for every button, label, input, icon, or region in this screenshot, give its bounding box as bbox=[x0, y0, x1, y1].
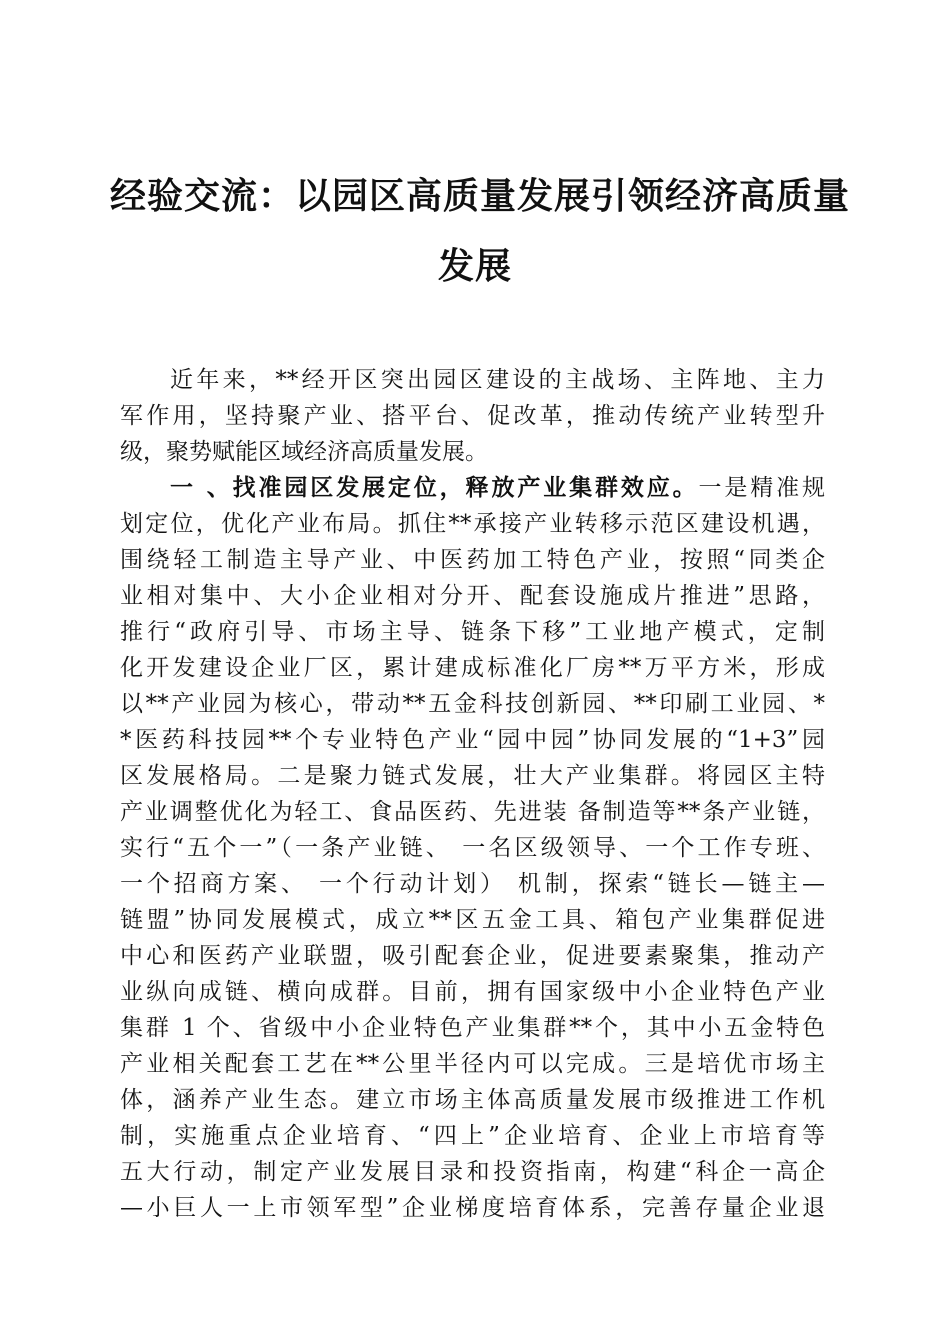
paragraph-2-line: 实行“五个一”（一条产业链、 一名区级领导、一个工作专班、 bbox=[120, 835, 825, 861]
paragraph-2-line: 集群 1 个、省级中小企业特色产业集群**个，其中小五金特色 bbox=[120, 1015, 825, 1041]
paragraph-2-line: 业纵向成链、横向成群。目前，拥有国家级中小企业特色产业 bbox=[120, 979, 825, 1005]
paragraph-2-line: 产业相关配套工艺在**公里半径内可以完成。三是培优市场主 bbox=[120, 1051, 825, 1077]
paragraph-2-line: 体，涵养产业生态。建立市场主体高质量发展市级推进工作机 bbox=[120, 1087, 825, 1113]
paragraph-2-line: —小巨人一上市领军型”企业梯度培育体系，完善存量企业退 bbox=[120, 1195, 825, 1221]
paragraph-2-line: 业相对集中、大小企业相对分开、配套设施成片推进”思路， bbox=[120, 583, 825, 609]
paragraph-2-line: 中心和医药产业联盟，吸引配套企业，促进要素聚集，推动产 bbox=[120, 943, 825, 969]
paragraph-2-line: 化开发建设企业厂区，累计建成标准化厂房**万平方米，形成 bbox=[120, 655, 825, 681]
paragraph-1-line: 军作用，坚持聚产业、搭平台、促改革，推动传统产业转型升 bbox=[120, 403, 825, 429]
paragraph-1-line: 级，聚势赋能区域经济高质量发展。 bbox=[120, 439, 488, 465]
section-1-first-line-tail: 一是精准规 bbox=[698, 475, 826, 501]
paragraph-2-line: 划定位，优化产业布局。抓住**承接产业转移示范区建设机遇， bbox=[120, 511, 825, 537]
paragraph-2-line: 产业调整优化为轻工、食品医药、先进装 备制造等**条产业链， bbox=[120, 799, 825, 825]
document-title-line-2: 发展 bbox=[437, 245, 512, 287]
section-1-first-line bbox=[120, 470, 825, 506]
paragraph-2-line: 制，实施重点企业培育、“四上”企业培育、企业上市培育等 bbox=[120, 1123, 825, 1149]
paragraph-2-line: 区发展格局。二是聚力链式发展，壮大产业集群。将园区主特 bbox=[120, 763, 825, 789]
paragraph-2-line: 以**产业园为核心，带动**五金科技创新园、**印刷工业园、* bbox=[120, 691, 825, 717]
section-1-heading: 一 、找准园区发展定位，释放产业集群效应。 bbox=[170, 475, 699, 501]
document-body bbox=[120, 362, 825, 1226]
paragraph-2-line: 围绕轻工制造主导产业、中医药加工特色产业，按照“同类企 bbox=[120, 547, 825, 573]
paragraph-2-line: 五大行动，制定产业发展目录和投资指南，构建“科企一高企 bbox=[120, 1159, 825, 1185]
document-title-line-1: 经验交流：以园区高质量发展引领经济高质量 bbox=[110, 175, 851, 217]
paragraph-2-line: 一个招商方案、 一个行动计划） 机制，探索“链长—链主— bbox=[120, 871, 825, 897]
paragraph-1-line: 近年来，**经开区突出园区建设的主战场、主阵地、主力 bbox=[170, 367, 825, 393]
paragraph-2-line: 链盟”协同发展模式，成立**区五金工具、箱包产业集群促进 bbox=[120, 907, 825, 933]
paragraph-2-line: 推行“政府引导、市场主导、链条下移”工业地产模式，定制 bbox=[120, 619, 825, 645]
paragraph-2-line: *医药科技园**个专业特色产业“园中园”协同发展的“1+3”园 bbox=[120, 727, 825, 753]
